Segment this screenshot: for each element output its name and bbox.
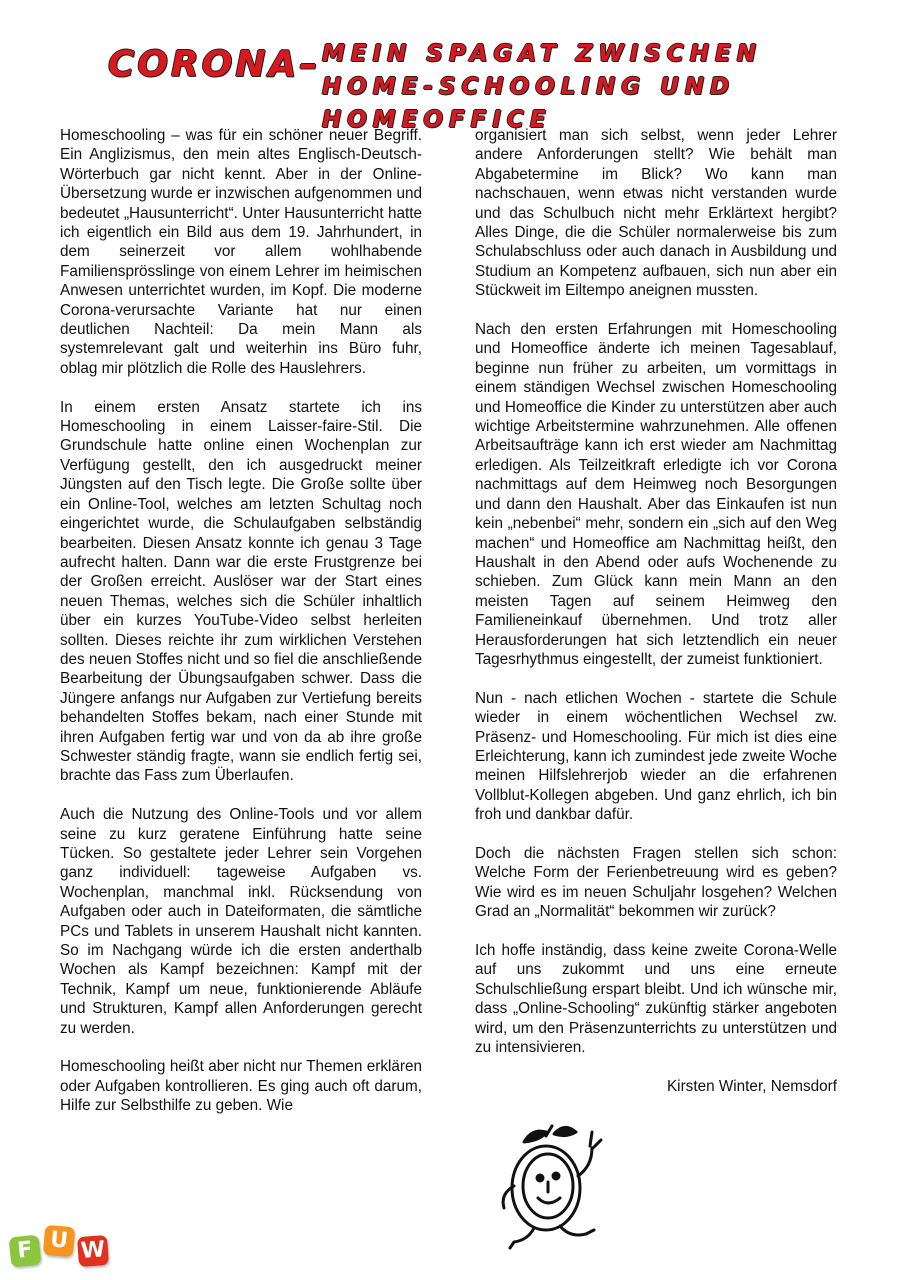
page-header <box>0 32 900 133</box>
page-title: CORONA– <box>108 44 321 85</box>
paragraph: Nach den ersten Erfahrungen mit Homeschooling und Homeoffice änderte ich meinen Tagesablauf, beginne nun früher zu arbeiten, um vormittags in einem ständigen Wechsel zwischen Homeschooling und Homeoffice die Kinder zu unterstützen aber auch wichtige Arbeitstermine wahrzunehmen. Alle offenen Arbeitsaufträge kann ich erst wieder am Nachmittag erledigen. Als Teilzeitkraft erledigte ich vor Corona nachmittags auf dem Heimweg noch Besorgungen und dann den Haushalt. Aber das Einkaufen ist nun kein „nebenbei“ mehr, sondern ein „sich auf den Weg machen“ und Homeoffice am Nachmittag heißt, den Haushalt in den Abend oder aufs Wochenende zu schieben. Zum Glück kann mein Mann an den meisten Tagen auf seinem Heimweg den Familieneinkauf übernehmen. Und trotz aller Herausforderungen hat sich letztendlich ein neuer Tagesrhythmus eingestellt, der zumeist funktioniert. <box>475 321 837 668</box>
fuw-logo <box>10 1222 120 1272</box>
article-column-left <box>60 126 422 1135</box>
paragraph: Auch die Nutzung des Online-Tools und vor allem seine zu kurz geratene Einführung hatte seine Tücken. So gestaltete jeder Lehrer sein Vorgehen ganz individuell: tageweise Aufgaben vs. Wochenplan, manchmal inkl. Rücksendung von Aufgaben oder auch in Dateiformaten, die sämtliche PCs und Tablets in unserem Haushalt nicht kannten. So im Nachgang würde ich die ersten anderthalb Wochen als Kampf bezeichnen: Kampf mit der Technik, Kampf um neue, funktionierende Abläufe und Strukturen, Kampf allen Anforderungen gerecht zu werden. <box>60 806 422 1037</box>
page-subtitle: MEIN SPAGAT ZWISCHEN HOME-SCHOOLING UND HOMEOFFICE <box>322 41 762 133</box>
paragraph: organisiert man sich selbst, wenn jeder Lehrer andere Anforderungen stellt? Wie behält man Abgabetermine im Blick? Wo kann man nachschauen, wenn etwas nicht verstanden wurde und das Schulbuch nicht mehr Erklärtext hergibt? Alles Dinge, die die Schüler normalerweise bis zum Schulabschluss oder auch danach in Ausbildung und Studium an Kompetenz aufbauen, sich nun aber ein Stückweit im Eiltempo aneignen mussten. <box>475 127 837 300</box>
paragraph: Nun - nach etlichen Wochen - startete die Schule wieder in einem wöchentlichen Wechsel zw. Präsenz- und Homeschooling. Für mich ist dies eine Erleichterung, kann ich zumindest jede zweite Woche meinen Hilfslehrerjob wieder an die erfahrenen Vollblut-Kollegen abgeben. Und ganz ehrlich, ich bin froh und dankbar dafür. <box>475 689 837 824</box>
article-column-right <box>475 126 837 1096</box>
paragraph: In einem ersten Ansatz startete ich ins Homeschooling in einem Laisser-faire-Stil. Die Grundschule hatte online einen Wochenplan zur Verfügung gestellt, den ich ausgedruckt meiner Jüngsten auf den Tisch legte. Die Große sollte über ein Online-Tool, welches am letzten Schultag noch eingerichtet wurde, die Schulaufgaben selbständig bearbeiten. Diesen Ansatz konnte ich genau 3 Tage aufrecht halten. Dann war die erste Frustgrenze bei der Großen erreicht. Auslöser war der Start eines neuen Themas, welches sich die Schüler inhaltlich über ein kurzes YouTube-Video selbst herleiten sollten. Dieses reichte ihr zum wirklichen Verstehen des neuen Stoffes nicht und so fiel die anschließende Bearbeitung der Übungsaufgaben schwer. Dass die Jüngere anfangs nur Aufgaben zur Vertiefung bereits behandelten Stoffes bekam, nach einer Stunde mit ihren Aufgaben fertig war und von da ab ihre große Schwester ständig fragte, wann sie endlich fertig sei, brachte das Fass zum Überlaufen. <box>60 398 422 785</box>
logo-letter-w: W <box>77 1235 109 1267</box>
paragraph: Homeschooling – was für ein schöner neuer Begriff. Ein Anglizismus, den mein altes Englisch-Deutsch-Wörterbuch gar nicht kennt. Aber in der Online-Übersetzung wurde er inzwischen aufgenommen und bedeutet „Hausunterricht“. Unter Hausunterricht hatte ich eigentlich ein Bild aus dem 19. Jahrhundert, in dem seinerzeit vor allem wohlhabende Familiensprösslinge von einem Lehrer im heimischen Anwesen unterrichtet wurden, im Kopf. Die moderne Corona-verursachte Variante hat nur einen deutlichen Nachteil: Da mein Mann als systemrelevant galt und weiterhin ins Büro fuhr, oblag mir plötzlich die Rolle des Hauslehrers. <box>60 127 422 377</box>
logo-letter-f: F <box>9 1235 42 1268</box>
paragraph: Doch die nächsten Fragen stellen sich schon: Welche Form der Ferienbetreuung wird es geben? Wie wird es im neuen Schuljahr losgehen? Welchen Grad an „Normalität“ bekommen wir zurück? <box>475 844 837 921</box>
paragraph: Ich hoffe inständig, dass keine zweite Corona-Welle auf uns zukommt und uns eine erneute Schulschließung erspart bleibt. Und ich wünsche mir, dass „Online-Schooling“ zukünftig stärker angeboten wird, um den Präsenzunterrichts zu unterstützen und zu intensivieren. <box>475 942 837 1057</box>
clock-mascot-icon <box>494 1120 614 1250</box>
paragraph: Homeschooling heißt aber nicht nur Themen erklären oder Aufgaben kontrollieren. Es ging auch oft darum, Hilfe zur Selbsthilfe zu geben. Wie <box>60 1058 422 1115</box>
logo-letter-u: U <box>43 1225 76 1258</box>
author-signature: Kirsten Winter, Nemsdorf <box>666 1077 837 1095</box>
